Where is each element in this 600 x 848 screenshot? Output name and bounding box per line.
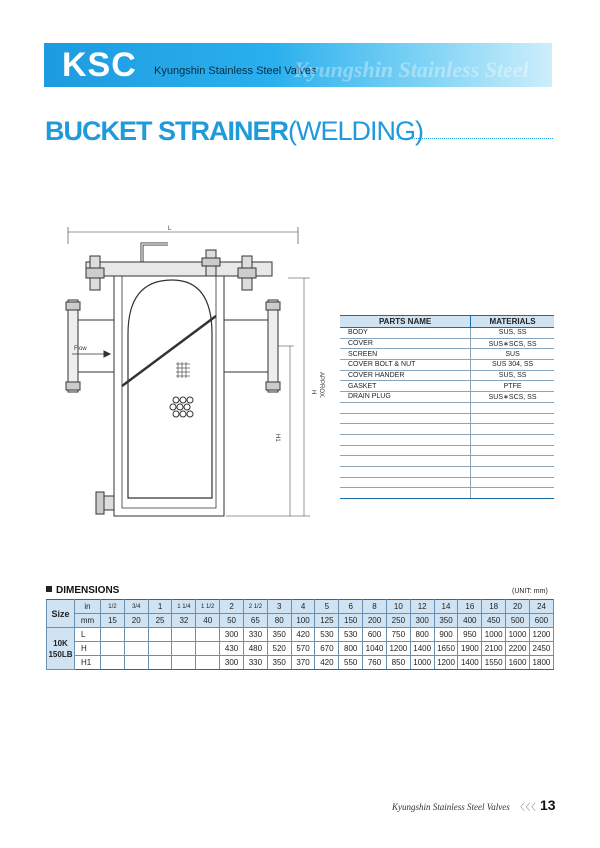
- size-mm: 200: [363, 614, 387, 628]
- size-in: 6: [339, 600, 363, 614]
- size-mm: 80: [267, 614, 291, 628]
- size-mm: 50: [220, 614, 244, 628]
- part-name: [340, 488, 471, 499]
- parts-row: [340, 445, 554, 456]
- parts-row: [340, 328, 554, 339]
- part-name: [340, 445, 471, 456]
- dim-value: 1200: [529, 628, 553, 642]
- size-in: 18: [482, 600, 506, 614]
- part-name: [340, 456, 471, 467]
- dimensions-unit: (UNIT: mm): [512, 588, 548, 595]
- parts-row: [340, 402, 554, 413]
- parts-row: [340, 360, 554, 371]
- dim-value: 600: [363, 628, 387, 642]
- size-in: 1/2: [101, 600, 125, 614]
- dim-value: 670: [315, 642, 339, 656]
- dimensions-table: [46, 599, 554, 670]
- dim-value: 420: [315, 656, 339, 670]
- dim-value: 900: [434, 628, 458, 642]
- dim-value: 850: [386, 656, 410, 670]
- size-mm: 65: [243, 614, 267, 628]
- size-in: 20: [506, 600, 530, 614]
- part-material: [471, 445, 554, 456]
- dim-value: 1040: [363, 642, 387, 656]
- dims-row: [47, 656, 554, 670]
- part-material: SUS∗SCS, SS: [471, 338, 554, 349]
- dim-value: 550: [339, 656, 363, 670]
- parts-row: [340, 370, 554, 381]
- class-label-10k: 10K: [53, 638, 68, 648]
- dim-value: 1800: [529, 656, 553, 670]
- part-material: [471, 466, 554, 477]
- dim-value: 750: [386, 628, 410, 642]
- size-in: 2: [220, 600, 244, 614]
- dim-value: [196, 656, 220, 670]
- dim-value: [101, 628, 125, 642]
- dim-value: [148, 628, 172, 642]
- dim-value: 1200: [386, 642, 410, 656]
- dim-value: 800: [410, 628, 434, 642]
- part-material: SUS: [471, 349, 554, 360]
- part-material: SUS, SS: [471, 328, 554, 339]
- part-material: [471, 456, 554, 467]
- part-name: [340, 466, 471, 477]
- dim-value: 1200: [434, 656, 458, 670]
- ksc-logo: KSC: [62, 46, 137, 84]
- part-name: [340, 424, 471, 435]
- dim-value: [148, 642, 172, 656]
- dim-label: H1: [75, 656, 101, 670]
- part-name: DRAIN PLUG: [340, 392, 471, 403]
- dim-value: [196, 642, 220, 656]
- drawing-label-flow: Flow: [74, 346, 87, 352]
- size-in: 14: [434, 600, 458, 614]
- drawing-label-h1: H1: [274, 434, 280, 442]
- dim-value: 430: [220, 642, 244, 656]
- part-material: [471, 424, 554, 435]
- dim-value: 760: [363, 656, 387, 670]
- dim-value: 350: [267, 628, 291, 642]
- page-number: 13: [540, 797, 556, 813]
- size-in: 3: [267, 600, 291, 614]
- parts-row: [340, 488, 554, 499]
- part-material: SUS 304, SS: [471, 360, 554, 371]
- dim-value: 1550: [482, 656, 506, 670]
- part-material: [471, 402, 554, 413]
- class-label-150lb: 150LB: [48, 649, 73, 659]
- size-mm: 450: [482, 614, 506, 628]
- dim-value: 480: [243, 642, 267, 656]
- size-mm: 32: [172, 614, 196, 628]
- part-material: SUS, SS: [471, 370, 554, 381]
- dims-row: [47, 642, 554, 656]
- banner-watermark: Kyungshin Stainless Steel: [294, 57, 529, 82]
- drawing-label-l: L: [168, 226, 172, 232]
- dim-value: [148, 656, 172, 670]
- dim-value: [172, 628, 196, 642]
- part-name: [340, 402, 471, 413]
- dims-row-in: [47, 600, 554, 614]
- parts-row: [340, 338, 554, 349]
- dim-value: 800: [339, 642, 363, 656]
- size-mm: 100: [291, 614, 315, 628]
- dim-value: 350: [267, 656, 291, 670]
- part-name: BODY: [340, 328, 471, 339]
- title-main: BUCKET STRAINER: [45, 116, 289, 146]
- dim-value: 300: [220, 628, 244, 642]
- size-mm: 20: [124, 614, 148, 628]
- dim-value: 520: [267, 642, 291, 656]
- dim-value: 1000: [410, 656, 434, 670]
- dim-value: [101, 642, 125, 656]
- size-in: 24: [529, 600, 553, 614]
- dim-value: 1900: [458, 642, 482, 656]
- dim-value: 530: [339, 628, 363, 642]
- dim-value: 330: [243, 628, 267, 642]
- size-mm: 40: [196, 614, 220, 628]
- in-label: in: [75, 600, 101, 614]
- parts-row: [340, 466, 554, 477]
- part-name: COVER: [340, 338, 471, 349]
- footer-text: [392, 800, 537, 813]
- size-mm: 15: [101, 614, 125, 628]
- part-name: SCREEN: [340, 349, 471, 360]
- dim-value: 530: [315, 628, 339, 642]
- strainer-drawing: [40, 222, 340, 527]
- size-in: 10: [386, 600, 410, 614]
- size-mm: 125: [315, 614, 339, 628]
- dim-value: 1000: [482, 628, 506, 642]
- size-in: 3/4: [124, 600, 148, 614]
- dim-value: 2450: [529, 642, 553, 656]
- part-name: [340, 413, 471, 424]
- dim-label: H: [75, 642, 101, 656]
- page-title: [45, 116, 423, 147]
- mm-label: mm: [75, 614, 101, 628]
- parts-header-material: MATERIALS: [471, 316, 554, 328]
- size-mm: 25: [148, 614, 172, 628]
- size-in: 12: [410, 600, 434, 614]
- size-in: 4: [291, 600, 315, 614]
- part-material: [471, 413, 554, 424]
- size-label: Size: [47, 600, 75, 628]
- dim-value: [101, 656, 125, 670]
- dims-row: [47, 628, 554, 642]
- title-sub: (WELDING): [288, 116, 424, 146]
- dim-value: [124, 656, 148, 670]
- size-in: 8: [363, 600, 387, 614]
- part-name: [340, 477, 471, 488]
- dimensions-heading-text: DIMENSIONS: [56, 585, 120, 596]
- dim-label: L: [75, 628, 101, 642]
- bullet-square-icon: [46, 586, 52, 592]
- part-name: GASKET: [340, 381, 471, 392]
- dim-value: [172, 656, 196, 670]
- size-in: 2 1/2: [243, 600, 267, 614]
- dim-value: 1600: [506, 656, 530, 670]
- parts-header-name: PARTS NAME: [340, 316, 471, 328]
- parts-row: [340, 477, 554, 488]
- size-mm: 250: [386, 614, 410, 628]
- footer-chevrons: 〈〈〈: [515, 802, 537, 812]
- drawing-label-h: H: [310, 390, 316, 395]
- dim-value: 300: [220, 656, 244, 670]
- size-mm: 350: [434, 614, 458, 628]
- size-in: 16: [458, 600, 482, 614]
- dim-value: 1400: [458, 656, 482, 670]
- dim-value: 420: [291, 628, 315, 642]
- parts-row: [340, 413, 554, 424]
- dimensions-heading: [46, 585, 119, 596]
- dim-value: 2200: [506, 642, 530, 656]
- size-in: 1 1/2: [196, 600, 220, 614]
- size-mm: 150: [339, 614, 363, 628]
- dim-value: 1000: [506, 628, 530, 642]
- dim-value: [196, 628, 220, 642]
- header-banner: [44, 43, 552, 87]
- size-in: 1 1/4: [172, 600, 196, 614]
- class-label: [47, 628, 75, 670]
- parts-table: [340, 315, 554, 499]
- size-mm: 600: [529, 614, 553, 628]
- drawing-label-approx: APPROX.: [318, 372, 324, 399]
- parts-row: [340, 381, 554, 392]
- dim-value: 570: [291, 642, 315, 656]
- dim-value: [124, 628, 148, 642]
- dim-value: 370: [291, 656, 315, 670]
- size-mm: 400: [458, 614, 482, 628]
- title-rule: [398, 138, 553, 139]
- parts-row: [340, 349, 554, 360]
- size-mm: 300: [410, 614, 434, 628]
- part-name: [340, 434, 471, 445]
- parts-row: [340, 424, 554, 435]
- parts-row: [340, 392, 554, 403]
- dim-value: 1400: [410, 642, 434, 656]
- dim-value: 2100: [482, 642, 506, 656]
- part-name: COVER HANDER: [340, 370, 471, 381]
- dim-value: [172, 642, 196, 656]
- footer-company: Kyungshin Stainless Steel Valves: [392, 802, 510, 812]
- part-material: SUS∗SCS, SS: [471, 392, 554, 403]
- size-in: 1: [148, 600, 172, 614]
- company-name: Kyungshin Stainless Steel Valves: [154, 65, 317, 77]
- dim-value: [124, 642, 148, 656]
- dim-value: 950: [458, 628, 482, 642]
- dim-value: 1650: [434, 642, 458, 656]
- part-material: [471, 477, 554, 488]
- part-material: PTFE: [471, 381, 554, 392]
- size-in: 5: [315, 600, 339, 614]
- dim-value: 330: [243, 656, 267, 670]
- part-material: [471, 434, 554, 445]
- parts-row: [340, 434, 554, 445]
- part-material: [471, 488, 554, 499]
- dims-row-mm: [47, 614, 554, 628]
- part-name: COVER BOLT & NUT: [340, 360, 471, 371]
- parts-row: [340, 456, 554, 467]
- size-mm: 500: [506, 614, 530, 628]
